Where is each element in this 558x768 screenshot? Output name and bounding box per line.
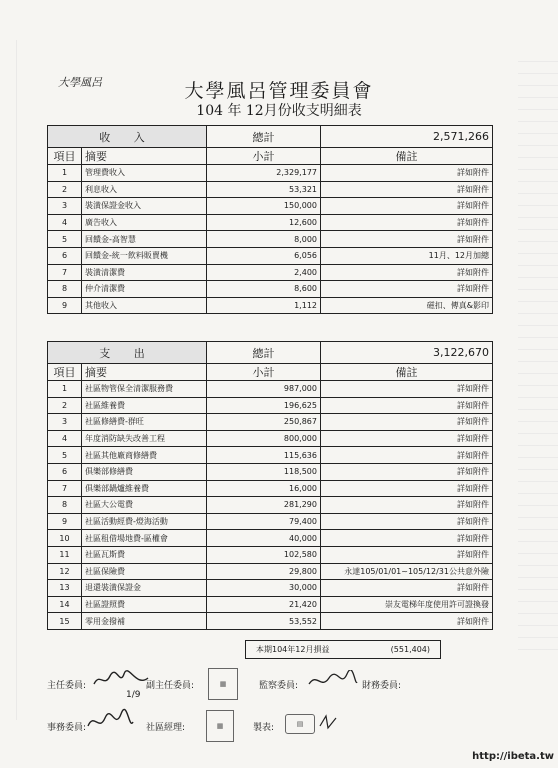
row-summary: 其他收入: [82, 297, 207, 314]
row-amount: 6,056: [207, 247, 321, 264]
row-item-no: 7: [48, 480, 82, 497]
row-amount: 21,420: [207, 596, 321, 613]
row-remark: 崇友電梯年度使用許可證換發: [321, 596, 493, 613]
row-amount: 102,580: [207, 546, 321, 563]
row-remark: 詳如附件: [321, 264, 493, 281]
row-remark: 磁扣、傳真&影印: [321, 297, 493, 314]
row-remark: 詳如附件: [321, 397, 493, 414]
row-summary: 社區其他廠商修繕費: [82, 447, 207, 464]
row-amount: 2,329,177: [207, 165, 321, 182]
bleed-through-right: [518, 50, 558, 650]
row-summary: 裝潢保證金收入: [82, 198, 207, 215]
expense-row: [48, 530, 493, 547]
row-summary: 社區瓦斯費: [82, 546, 207, 563]
row-summary: 管理費收入: [82, 165, 207, 182]
preparer-seal: ▤: [285, 714, 315, 734]
logo: 大學風呂: [58, 76, 102, 89]
vice-chair-label: 副主任委員:: [146, 681, 195, 691]
expense-row: [48, 480, 493, 497]
row-amount: 150,000: [207, 198, 321, 215]
vice-chair-seal: ▦: [208, 668, 238, 700]
row-item-no: 3: [48, 414, 82, 431]
row-item-no: 10: [48, 530, 82, 547]
row-remark: 詳如附件: [321, 430, 493, 447]
row-remark: 詳如附件: [321, 231, 493, 248]
income-table: [47, 125, 493, 314]
row-item-no: 3: [48, 198, 82, 215]
period-balance-box: [245, 640, 441, 659]
row-remark: 詳如附件: [321, 165, 493, 182]
row-item-no: 7: [48, 264, 82, 281]
row-remark: 詳如附件: [321, 381, 493, 398]
row-amount: 16,000: [207, 480, 321, 497]
row-summary: 社區活動經費-燈海活動: [82, 513, 207, 530]
income-row: [48, 214, 493, 231]
income-rows: [48, 165, 493, 314]
col-item-no: 項目: [48, 148, 82, 165]
income-column-headers: [48, 148, 493, 165]
manager-seal: ▦: [206, 710, 234, 742]
row-item-no: 6: [48, 247, 82, 264]
row-summary: 社區修繕費-群旺: [82, 414, 207, 431]
row-amount: 2,400: [207, 264, 321, 281]
row-remark: 詳如附件: [321, 480, 493, 497]
row-item-no: 12: [48, 563, 82, 580]
row-summary: 社區物管保全清潔服務費: [82, 381, 207, 398]
expense-row: [48, 546, 493, 563]
finance-label: 財務委員:: [362, 681, 402, 691]
row-summary: 仲介清潔費: [82, 281, 207, 298]
prepared-by-label: 製表:: [253, 723, 275, 733]
expense-row: [48, 497, 493, 514]
row-remark: 詳如附件: [321, 497, 493, 514]
row-item-no: 15: [48, 613, 82, 630]
row-item-no: 9: [48, 513, 82, 530]
col-summary: 摘要: [82, 364, 207, 381]
row-summary: 回饋金-高智慧: [82, 231, 207, 248]
expense-row: [48, 397, 493, 414]
row-remark: 詳如附件: [321, 414, 493, 431]
row-summary: 零用金撥補: [82, 613, 207, 630]
expense-row: [48, 447, 493, 464]
row-item-no: 2: [48, 181, 82, 198]
expense-total-label: 總計: [207, 342, 321, 364]
row-remark: 詳如附件: [321, 214, 493, 231]
row-item-no: 9: [48, 297, 82, 314]
row-summary: 回饋金-統一飲料販賣機: [82, 247, 207, 264]
row-item-no: 6: [48, 463, 82, 480]
col-remark: 備註: [321, 364, 493, 381]
row-item-no: 14: [48, 596, 82, 613]
income-section-label: 收 入: [48, 126, 207, 148]
watermark: http://ibeta.tw: [472, 751, 554, 762]
expense-row: [48, 596, 493, 613]
row-summary: 社區大公電費: [82, 497, 207, 514]
row-remark: 11月、12月加總: [321, 247, 493, 264]
row-remark: 詳如附件: [321, 281, 493, 298]
row-summary: 退還裝潢保證金: [82, 580, 207, 597]
income-total-label: 總計: [207, 126, 321, 148]
expense-rows: [48, 381, 493, 630]
expense-row: [48, 513, 493, 530]
row-amount: 79,400: [207, 513, 321, 530]
income-row: [48, 231, 493, 248]
row-amount: 115,636: [207, 447, 321, 464]
row-remark: 詳如附件: [321, 513, 493, 530]
row-amount: 118,500: [207, 463, 321, 480]
col-item-no: 項目: [48, 364, 82, 381]
col-subtotal: 小計: [207, 364, 321, 381]
row-remark: 詳如附件: [321, 463, 493, 480]
row-amount: 8,600: [207, 281, 321, 298]
balance-label: 本期104年12月損益: [256, 645, 330, 654]
affairs-label: 事務委員:: [47, 723, 87, 733]
row-remark: 詳如附件: [321, 530, 493, 547]
expense-total-value: 3,122,670: [321, 342, 493, 364]
row-amount: 281,290: [207, 497, 321, 514]
expense-row: [48, 563, 493, 580]
row-remark: 詳如附件: [321, 546, 493, 563]
col-summary: 摘要: [82, 148, 207, 165]
bleed-through-left: [0, 40, 17, 720]
row-amount: 800,000: [207, 430, 321, 447]
row-item-no: 13: [48, 580, 82, 597]
balance-value: (551,404): [390, 645, 430, 654]
row-amount: 987,000: [207, 381, 321, 398]
affairs-signature: [85, 708, 135, 740]
supervisor-signature: [307, 670, 359, 696]
row-amount: 12,600: [207, 214, 321, 231]
row-item-no: 1: [48, 381, 82, 398]
income-total-value: 2,571,266: [321, 126, 493, 148]
supervisor-label: 監察委員:: [259, 681, 299, 691]
income-row: [48, 297, 493, 314]
chair-signature: [92, 668, 150, 696]
row-amount: 196,625: [207, 397, 321, 414]
row-item-no: 8: [48, 281, 82, 298]
row-item-no: 5: [48, 231, 82, 248]
expense-row: [48, 430, 493, 447]
chair-sign-date: 1/9: [126, 690, 141, 700]
row-item-no: 4: [48, 430, 82, 447]
organization-title: 大學風呂管理委員會: [184, 80, 374, 102]
expense-row: [48, 613, 493, 630]
income-row: [48, 181, 493, 198]
row-summary: 裝潢清潔費: [82, 264, 207, 281]
row-summary: 俱樂部修繕費: [82, 463, 207, 480]
row-amount: 8,000: [207, 231, 321, 248]
row-amount: 40,000: [207, 530, 321, 547]
expense-column-headers: [48, 364, 493, 381]
row-summary: 俱樂部鍋爐維養費: [82, 480, 207, 497]
row-summary: 年度消防缺失改善工程: [82, 430, 207, 447]
row-summary: 社區租借場地費-區權會: [82, 530, 207, 547]
income-row: [48, 247, 493, 264]
row-amount: 53,552: [207, 613, 321, 630]
col-remark: 備註: [321, 148, 493, 165]
row-summary: 社區證照費: [82, 596, 207, 613]
col-subtotal: 小計: [207, 148, 321, 165]
income-header-row: [48, 126, 493, 148]
income-row: [48, 165, 493, 182]
income-row: [48, 198, 493, 215]
row-amount: 29,800: [207, 563, 321, 580]
row-summary: 廣告收入: [82, 214, 207, 231]
row-remark: 永達105/01/01~105/12/31公共意外險: [321, 563, 493, 580]
row-remark: 詳如附件: [321, 613, 493, 630]
income-row: [48, 264, 493, 281]
row-amount: 1,112: [207, 297, 321, 314]
expense-row: [48, 381, 493, 398]
row-amount: 30,000: [207, 580, 321, 597]
expense-row: [48, 463, 493, 480]
expense-table: [47, 341, 493, 630]
row-item-no: 2: [48, 397, 82, 414]
report-title: 104 年 12月份收支明細表: [196, 103, 362, 119]
manager-label: 社區經理:: [146, 723, 186, 733]
expense-row: [48, 414, 493, 431]
row-summary: 社區維養費: [82, 397, 207, 414]
preparer-signature: [318, 714, 338, 733]
row-item-no: 11: [48, 546, 82, 563]
row-remark: 詳如附件: [321, 447, 493, 464]
expense-header-row: [48, 342, 493, 364]
row-amount: 53,321: [207, 181, 321, 198]
row-remark: 詳如附件: [321, 580, 493, 597]
row-item-no: 1: [48, 165, 82, 182]
row-amount: 250,867: [207, 414, 321, 431]
row-item-no: 5: [48, 447, 82, 464]
expense-section-label: 支 出: [48, 342, 207, 364]
income-row: [48, 281, 493, 298]
chair-label: 主任委員:: [47, 681, 87, 691]
expense-row: [48, 580, 493, 597]
row-remark: 詳如附件: [321, 181, 493, 198]
row-item-no: 8: [48, 497, 82, 514]
row-summary: 社區保險費: [82, 563, 207, 580]
row-item-no: 4: [48, 214, 82, 231]
row-remark: 詳如附件: [321, 198, 493, 215]
row-summary: 利息收入: [82, 181, 207, 198]
